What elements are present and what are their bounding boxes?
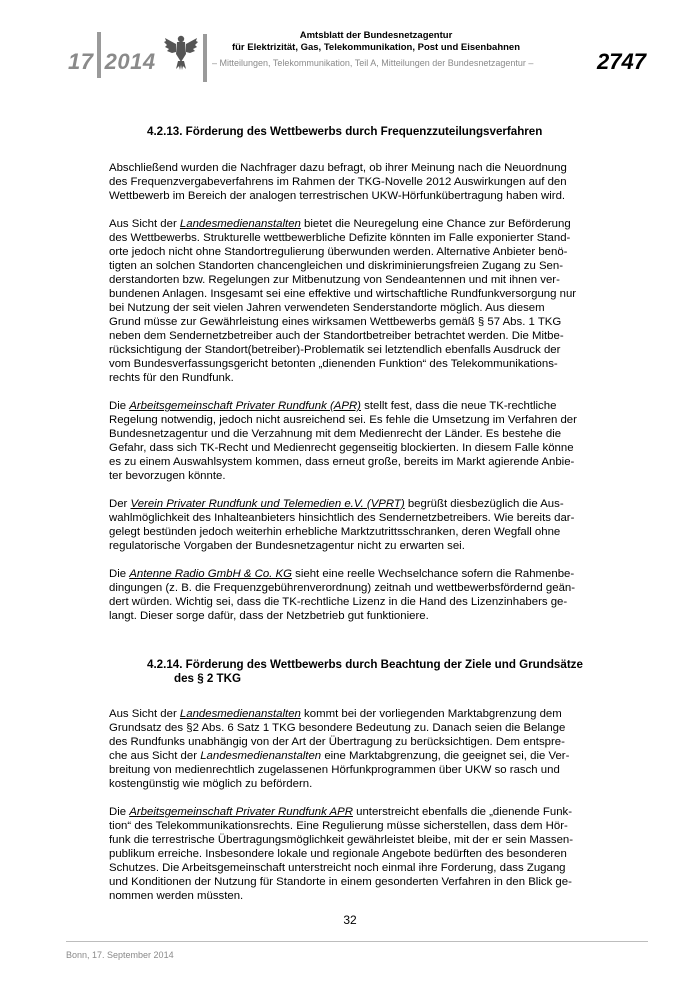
text-line: gelegt bestünden jedoch weiterhin erhebliche Marktzutrittsschranken, deren Wegfall ohne xyxy=(109,526,561,538)
text-line: tigten an solchen Standorten chancengleichen und diskriminierungsfreien Zugang zu Sen- xyxy=(109,260,564,272)
text-line xyxy=(109,497,597,511)
footer-divider xyxy=(66,941,648,942)
text-span: Der xyxy=(109,498,131,510)
footer-date: Bonn, 17. September 2014 xyxy=(66,950,174,960)
entity-reference: Verein Privater Rundfunk und Telemedien e.V. (VPRT) xyxy=(130,498,405,510)
text-line xyxy=(109,749,597,763)
entity-reference: Landesmedienanstalten xyxy=(179,218,301,230)
text-span: begrüßt diesbezüglich die Aus- xyxy=(404,498,564,510)
entity-reference: Antenne Radio GmbH & Co. KG xyxy=(129,568,292,580)
text-line: derstandorten bzw. Regelungen zur Mitbenutzung von Sendeantennen und mit ihnen ver- xyxy=(109,274,560,286)
paragraph-intro xyxy=(109,161,597,203)
text-line: und Konditionen der Nutzung für Standorte in einem gesonderten Verfahren in den Blick ge- xyxy=(109,876,572,888)
text-span: bietet die Neuregelung eine Chance zur Beförderung xyxy=(300,218,571,230)
text-line: wahlmöglichkeit des Inhalteanbieters hinsichtlich des Sendernetzbetreibers. Wie bereits dar- xyxy=(109,512,575,524)
text-line: neben dem Sendernetzbetreiber auch der Standortbetreiber betrachtet werden. Die Mitbe- xyxy=(109,330,564,342)
paragraph-apr-2 xyxy=(109,805,597,903)
paragraph-landesmedienanstalten xyxy=(109,217,597,385)
text-line: es zu einem Auswahlsystem kommen, dass erneut große, bereits im Markt agierende Anbie- xyxy=(109,456,575,468)
issue-year: 2014 xyxy=(104,49,156,74)
text-line xyxy=(109,217,597,231)
footer-page-number: 32 xyxy=(343,913,357,927)
text-span: kommt bei der vorliegenden Marktabgrenzung dem xyxy=(300,708,562,720)
text-line xyxy=(109,399,597,413)
section-heading-4-2-13: 4.2.13. Förderung des Wettbewerbs durch Frequenzzuteilungsverfahren xyxy=(147,125,543,138)
text-line: vom Bundesverfassungsgericht betonten „dienenden Funktion“ des Telekommunikations- xyxy=(109,358,558,370)
text-span: eine Marktabgrenzung, die geeignet sei, die Ver- xyxy=(321,750,570,762)
header-divider-left xyxy=(97,32,101,78)
paragraph-antenne-radio xyxy=(109,567,597,623)
journal-title-line2: für Elektrizität, Gas, Telekommunikation, Post und Eisenbahnen xyxy=(231,42,521,53)
text-line xyxy=(109,805,597,819)
text-span: Aus Sicht der xyxy=(109,708,180,720)
entity-reference: Arbeitsgemeinschaft Privater Rundfunk (APR) xyxy=(129,400,361,412)
text-line: tion“ des Telekommunikationsrechts. Eine Regulierung müsse sicherstellen, dass dem Hör- xyxy=(109,820,568,832)
text-line: ter bevorzugen könnte. xyxy=(109,470,226,482)
text-line: breitung von medienrechtlich zugelassenen Hörfunkprogrammen über UKW so rasch und xyxy=(109,764,560,776)
text-line: des Wettbewerbs. Strukturelle wettbewerbliche Defizite könnten im Falle exponierter Stand- xyxy=(109,232,571,244)
text-line: kostengünstig wie möglich zu befördern. xyxy=(109,778,313,790)
text-line: dert würden. Wichtig sei, dass die TK-rechtliche Lizenz in die Hand des Lizenzinhabers ge- xyxy=(109,596,568,608)
journal-title-line1: Amtsblatt der Bundesnetzagentur xyxy=(299,30,453,41)
text-line: bei Nutzung der seit vielen Jahren verwendeten Senderstandorte möglich. Aus diesem xyxy=(109,302,545,314)
text-span: unterstreicht ebenfalls die „dienende Funk- xyxy=(352,806,573,818)
text-span: Aus Sicht der xyxy=(109,218,180,230)
text-line: funk die terrestrische Übertragungsmöglichkeit gewährleistet bleibe, mit der er sein Massen- xyxy=(109,834,574,846)
text-span: stellt fest, dass die neue TK-rechtliche xyxy=(360,400,557,412)
section-heading-4-2-14 xyxy=(109,658,597,686)
journal-subtitle: – Mitteilungen, Telekommunikation, Teil A, Mitteilungen der Bundesnetzagentur – xyxy=(212,58,534,68)
paragraph-vprt xyxy=(109,497,597,553)
text-line: Abschließend wurden die Nachfrager dazu befragt, ob ihrer Meinung nach die Neuordnung xyxy=(109,162,567,174)
text-line: rücksichtigung der Standort(betreiber)-Problematik sei letztendlich ebenfalls Ausdruck der xyxy=(109,344,561,356)
text-line: orte jedoch nicht ohne Standortregulierung überwunden werden. Alternative Anbieter benö- xyxy=(109,246,568,258)
heading-line: 4.2.14. Förderung des Wettbewerbs durch Beachtung der Ziele und Grundsätze xyxy=(147,658,583,671)
issue-number: 17 xyxy=(68,49,94,74)
text-line: regulatorische Vorgaben der Bundesnetzagentur nicht zu erwarten sei. xyxy=(109,540,465,552)
entity-reference: Landesmedienanstalten xyxy=(200,750,322,762)
text-span: Die xyxy=(109,806,130,818)
text-line xyxy=(109,567,597,581)
header-page-number: 2747 xyxy=(597,49,646,74)
entity-reference: Arbeitsgemeinschaft Privater Rundfunk APR xyxy=(129,806,353,818)
paragraph-landesmedienanstalten-2 xyxy=(109,707,597,791)
text-span: sieht eine reelle Wechselchance sofern die Rahmenbe- xyxy=(291,568,575,580)
text-span: che aus Sicht der xyxy=(109,750,201,762)
text-line: rechts für den Rundfunk. xyxy=(109,372,234,384)
header-divider-right xyxy=(203,34,207,82)
text-line: bundenen Anlagen. Insgesamt sei eine effektive und wirtschaftliche Rundfunkversorgung nur xyxy=(109,288,577,300)
text-line: des Rundfunks unabhängig von der Art der Übertragung zu berücksichtigen. Dem entspre- xyxy=(109,736,565,748)
text-line: Grund müsse zur Gewährleistung eines wirksamen Wettbewerbs gemäß § 57 Abs. 1 TKG xyxy=(109,316,562,328)
text-span: Die xyxy=(109,400,130,412)
text-line: Regelung notwendig, jedoch nicht ausreichend sei. Es fehle die Umsetzung im Verfahren der xyxy=(109,414,577,426)
document-body xyxy=(109,125,597,903)
text-span: Die xyxy=(109,568,130,580)
text-line: Gefahr, dass sich TK-Recht und Medienrecht gegenseitig blockierten. In diesem Falle könne xyxy=(109,442,574,454)
text-line: Wettbewerb im Bereich der analogen terrestrischen UKW-Hörfunkübertragung haben wird. xyxy=(109,190,566,202)
text-line: Schutzes. Die Arbeitsgemeinschaft unterstreicht noch einmal ihre Forderung, dass Zugang xyxy=(109,862,566,874)
text-line: Bundesnetzagentur und die Verzahnung mit dem Medienrecht der Länder. Es bestehe die xyxy=(109,428,562,440)
entity-reference: Landesmedienanstalten xyxy=(179,708,301,720)
text-line: publikum erreiche. Insbesondere lokale und regionale Angebote bedürften des besonderen xyxy=(109,848,567,860)
issue-label xyxy=(68,49,156,75)
text-line xyxy=(109,707,597,721)
text-line: des Frequenzvergabeverfahrens im Rahmen der TKG-Novelle 2012 Auswirkungen auf den xyxy=(109,176,567,188)
text-line: nommen werden müssten. xyxy=(109,890,244,902)
federal-eagle-icon xyxy=(163,32,199,74)
journal-title xyxy=(220,30,532,54)
heading-line: des § 2 TKG xyxy=(174,672,242,685)
text-line: dingungen (z. B. die Frequenzgebührenverordnung) zeitnah und wettbewerbsfördernd geän- xyxy=(109,582,576,594)
paragraph-apr xyxy=(109,399,597,483)
text-line: Grundsatz des §2 Abs. 6 Satz 1 TKG besondere Bedeutung zu. Danach seien die Belange xyxy=(109,722,566,734)
text-line: langt. Dieser sorge dafür, dass der Netzbetrieb gut funktioniere. xyxy=(109,610,429,622)
